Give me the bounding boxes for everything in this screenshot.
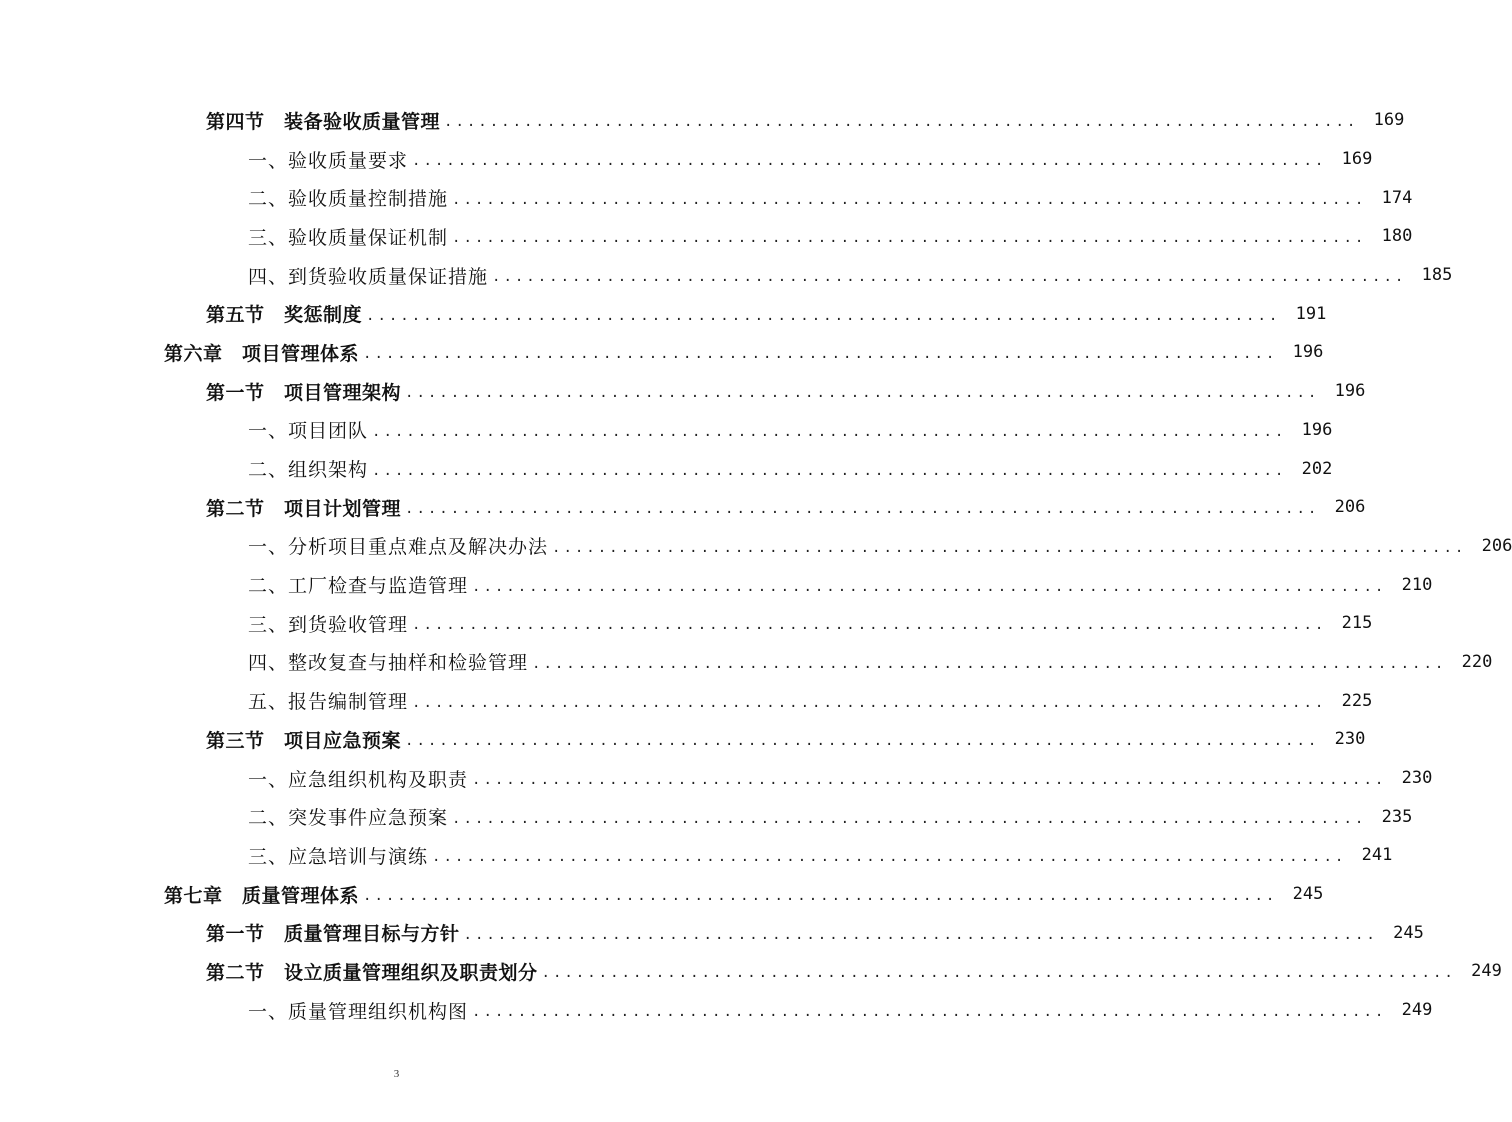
toc-entry-page-number: 249 bbox=[1401, 1000, 1433, 1021]
toc-entry[interactable] bbox=[0, 449, 1333, 488]
dot-leader: ................................................................................ bbox=[463, 926, 1378, 943]
toc-entry[interactable] bbox=[0, 372, 1366, 411]
dot-leader: ................................................................................ bbox=[412, 153, 1327, 170]
toc-entry-page-number: 230 bbox=[1334, 729, 1366, 750]
toc-entry[interactable] bbox=[0, 797, 1413, 836]
toc-entry[interactable] bbox=[0, 178, 1413, 217]
toc-entry[interactable] bbox=[0, 217, 1413, 256]
toc-entry-title: 第六章 项目管理体系 bbox=[164, 342, 360, 365]
toc-entry-title: 四、到货验收质量保证措施 bbox=[248, 265, 489, 288]
dot-leader: ................................................................................ bbox=[552, 539, 1467, 556]
toc-entry[interactable] bbox=[0, 720, 1366, 759]
page-number: 3 bbox=[393, 1068, 400, 1080]
toc-entry-page-number: 206 bbox=[1334, 497, 1366, 518]
toc-entry-page-number: 206 bbox=[1481, 535, 1512, 556]
toc-entry[interactable] bbox=[0, 643, 1493, 682]
toc-entry[interactable] bbox=[0, 101, 1405, 140]
dot-leader: ................................................................................ bbox=[372, 462, 1287, 479]
toc-entry-page-number: 185 bbox=[1421, 265, 1453, 286]
dot-leader: ................................................................................ bbox=[432, 849, 1347, 866]
toc-entry[interactable] bbox=[0, 952, 1502, 991]
toc-entry-title: 一、应急组织机构及职责 bbox=[248, 768, 469, 791]
toc-entry-page-number: 174 bbox=[1381, 187, 1413, 208]
toc-entry-title: 一、项目团队 bbox=[248, 420, 369, 443]
toc-entry-title: 第一节 项目管理架构 bbox=[206, 381, 402, 404]
dot-leader: ................................................................................ bbox=[472, 772, 1387, 789]
dot-leader: ................................................................................ bbox=[405, 501, 1320, 518]
toc-entry-page-number: 241 bbox=[1361, 845, 1393, 866]
dot-leader: ................................................................................ bbox=[452, 230, 1367, 247]
toc-entry-title: 二、工厂检查与监造管理 bbox=[248, 575, 469, 598]
toc-entry-title: 四、整改复查与抽样和检验管理 bbox=[248, 652, 529, 675]
toc-entry-title: 三、到货验收管理 bbox=[248, 613, 409, 636]
toc-entry[interactable] bbox=[0, 294, 1327, 333]
toc-entry-page-number: 220 bbox=[1461, 651, 1493, 672]
toc-entry-page-number: 225 bbox=[1341, 690, 1373, 711]
dot-leader: ................................................................................ bbox=[405, 385, 1320, 402]
dot-leader: ................................................................................ bbox=[472, 578, 1387, 595]
toc-entry[interactable] bbox=[0, 140, 1373, 179]
toc-entry-title: 一、验收质量要求 bbox=[248, 149, 409, 172]
toc-entry-title: 三、验收质量保证机制 bbox=[248, 226, 449, 249]
toc-entry-page-number: 245 bbox=[1292, 884, 1324, 905]
toc-entry-title: 五、报告编制管理 bbox=[248, 691, 409, 714]
toc-entry-page-number: 230 bbox=[1401, 768, 1433, 789]
dot-leader: ................................................................................ bbox=[444, 114, 1359, 131]
toc-entry-title: 二、验收质量控制措施 bbox=[248, 188, 449, 211]
toc-entry-page-number: 191 bbox=[1295, 303, 1327, 324]
dot-leader: ................................................................................ bbox=[363, 888, 1278, 905]
toc-entry-page-number: 210 bbox=[1401, 574, 1433, 595]
toc-entry[interactable] bbox=[0, 836, 1393, 875]
toc-entry[interactable] bbox=[0, 875, 1324, 914]
toc-entry[interactable] bbox=[0, 565, 1433, 604]
toc-entry[interactable] bbox=[0, 527, 1512, 566]
toc-entry-title: 第二节 设立质量管理组织及职责划分 bbox=[206, 961, 538, 984]
toc-entry[interactable] bbox=[0, 256, 1453, 295]
toc-entry-title: 二、组织架构 bbox=[248, 459, 369, 482]
toc-entry-page-number: 196 bbox=[1301, 419, 1333, 440]
toc-entry-page-number: 202 bbox=[1301, 458, 1333, 479]
dot-leader: ................................................................................ bbox=[452, 810, 1367, 827]
toc-entry-page-number: 215 bbox=[1341, 613, 1373, 634]
toc-entry-title: 一、分析项目重点难点及解决办法 bbox=[248, 536, 549, 559]
toc-entry[interactable] bbox=[0, 488, 1366, 527]
toc-entry-page-number: 235 bbox=[1381, 806, 1413, 827]
dot-leader: ................................................................................ bbox=[472, 1004, 1387, 1021]
toc-entry-title: 第三节 项目应急预案 bbox=[206, 729, 402, 752]
toc-entry-title: 第五节 奖惩制度 bbox=[206, 304, 363, 327]
toc-entry-title: 第四节 装备验收质量管理 bbox=[206, 110, 441, 133]
toc-entry[interactable] bbox=[0, 604, 1373, 643]
toc-entry-title: 二、突发事件应急预案 bbox=[248, 807, 449, 830]
toc-entry-title: 第一节 质量管理目标与方针 bbox=[206, 923, 460, 946]
toc-entry[interactable] bbox=[0, 333, 1324, 372]
dot-leader: ................................................................................ bbox=[366, 307, 1281, 324]
toc-entry-title: 第七章 质量管理体系 bbox=[164, 884, 360, 907]
toc-entry-page-number: 196 bbox=[1292, 342, 1324, 363]
toc-entry-page-number: 180 bbox=[1381, 226, 1413, 247]
toc-entry-page-number: 169 bbox=[1373, 110, 1405, 131]
dot-leader: ................................................................................ bbox=[412, 617, 1327, 634]
table-of-contents bbox=[0, 101, 1512, 1030]
dot-leader: ................................................................................ bbox=[372, 423, 1287, 440]
toc-entry-page-number: 249 bbox=[1471, 961, 1502, 982]
toc-entry-page-number: 196 bbox=[1334, 381, 1366, 402]
toc-entry-title: 一、质量管理组织机构图 bbox=[248, 1000, 469, 1023]
dot-leader: ................................................................................ bbox=[492, 269, 1407, 286]
toc-entry[interactable] bbox=[0, 681, 1373, 720]
toc-entry-page-number: 169 bbox=[1341, 149, 1373, 170]
dot-leader: ................................................................................ bbox=[363, 346, 1278, 363]
toc-entry[interactable] bbox=[0, 759, 1433, 798]
dot-leader: ................................................................................ bbox=[452, 191, 1367, 208]
toc-entry[interactable] bbox=[0, 411, 1333, 450]
dot-leader: ................................................................................ bbox=[541, 965, 1456, 982]
dot-leader: ................................................................................ bbox=[532, 655, 1447, 672]
toc-entry-title: 三、应急培训与演练 bbox=[248, 845, 429, 868]
toc-entry[interactable] bbox=[0, 913, 1424, 952]
toc-entry[interactable] bbox=[0, 991, 1433, 1030]
dot-leader: ................................................................................ bbox=[412, 694, 1327, 711]
toc-entry-title: 第二节 项目计划管理 bbox=[206, 497, 402, 520]
toc-entry-page-number: 245 bbox=[1393, 922, 1424, 943]
dot-leader: ................................................................................ bbox=[405, 733, 1320, 750]
